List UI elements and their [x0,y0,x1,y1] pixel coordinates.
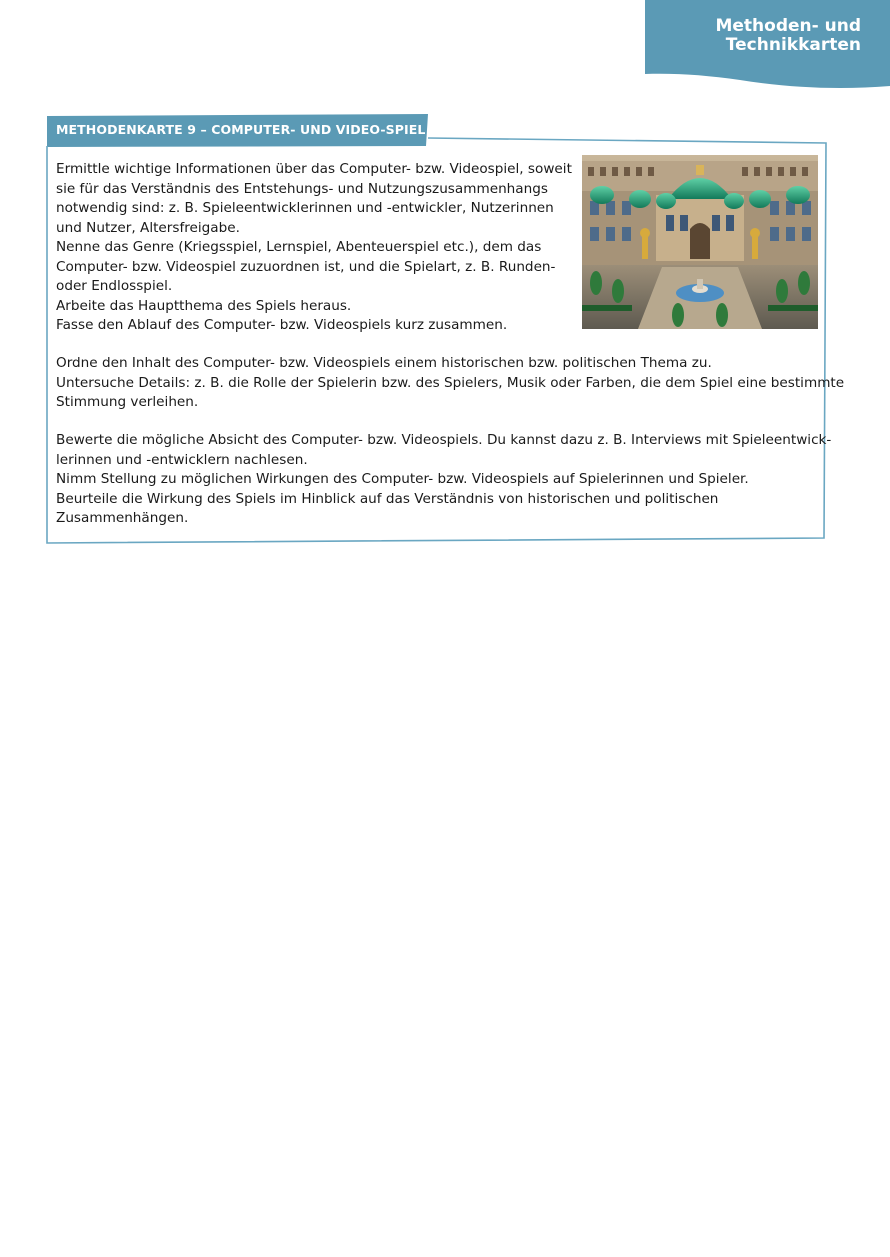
card-title: METHODENKARTE 9 – COMPUTER- UND VIDEO-SPIEL [56,122,426,137]
text-line: Zusammenhängen. [56,510,189,526]
game-screenshot-image [582,155,818,329]
section-title-line1: Methoden- und [715,16,861,36]
text-line: sie für das Verständnis des Entstehungs- und Nutzungszusammenhangs [56,180,548,197]
paragraph-1 [56,160,572,336]
paragraph-2 [56,354,845,413]
text-line: Untersuche Details: z. B. die Rolle der Spielerin bzw. des Spielers, Musik oder Farben, die dem Spiel eine bestimmte [56,374,845,391]
text-line: Ordne den Inhalt des Computer- bzw. Videospiels einem historischen bzw. politischen Thema zu. [56,355,712,371]
text-line: Nenne das Genre (Kriegsspiel, Lernspiel, Abenteuerspiel etc.), dem das [56,239,542,255]
text-line: Nimm Stellung zu möglichen Wirkungen des Computer- bzw. Videospiels auf Spielerinnen und Spieler. [56,471,749,487]
text-line: Fasse den Ablauf des Computer- bzw. Videospiels kurz zusammen. [56,317,508,333]
text-line: lerinnen und -entwicklern nachlesen. [56,451,308,468]
text-line: oder Endlosspiel. [56,278,173,294]
text-line: Computer- bzw. Videospiel zuzuordnen ist, und die Spielart, z. B. Runden- [56,258,556,275]
text-line: Bewerte die mögliche Absicht des Computer- bzw. Videospiels. Du kannst dazu z. B. Interviews mit Spieleentwick- [56,432,832,448]
text-line: und Nutzer, Altersfreigabe. [56,219,240,236]
paragraph-3 [56,431,832,529]
text-line: Stimmung verleihen. [56,394,199,410]
text-line: Ermittle wichtige Informationen über das Computer- bzw. Videospiel, soweit [56,161,572,177]
text-line: Beurteile die Wirkung des Spiels im Hinblick auf das Verständnis von historischen und politischen [56,490,719,507]
text-line: Arbeite das Hauptthema des Spiels heraus. [56,297,352,314]
text-line: notwendig sind: z. B. Spieleentwicklerinnen und -entwickler, Nutzerinnen [56,200,554,216]
section-title-line2: Technikkarten [725,35,861,55]
